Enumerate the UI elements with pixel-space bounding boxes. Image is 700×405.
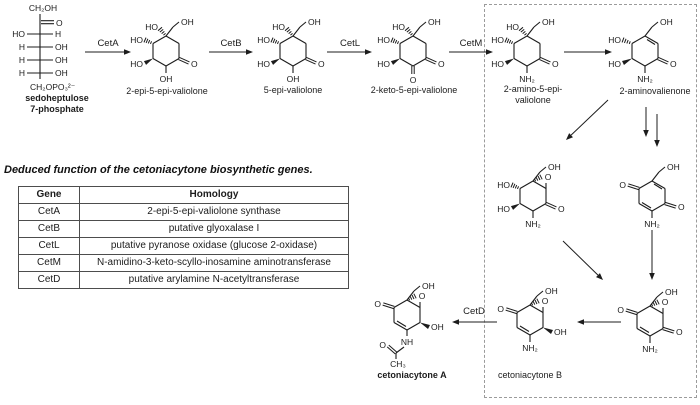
atom-label: O [497, 304, 504, 314]
atom-label: OH [548, 162, 561, 172]
enzyme-label-cetL: CetL [339, 38, 361, 49]
atom-label: HO [377, 35, 390, 45]
atom-label: NH [400, 337, 414, 347]
molecule-epoxy-amino-enedione [617, 287, 683, 354]
arrow-cetD [452, 319, 497, 325]
gene-function-table [18, 186, 349, 289]
molecule-2-epi-5-epi-valiolone [130, 17, 198, 84]
atom-label: NH₂ [519, 74, 535, 84]
atom-label: NH₂ [522, 343, 538, 353]
enzyme-label-cetA: CetA [97, 38, 119, 49]
atom-label: O [552, 59, 559, 69]
molecule-amino-hydroxymethyl-dienedione [619, 162, 685, 229]
arrow-m8-to-m9 [649, 230, 655, 280]
atom-label: HO [257, 59, 270, 69]
arrow-m6-to-m7 [566, 100, 608, 140]
arrow-cetA [85, 49, 131, 55]
atom-label: OH [554, 327, 567, 337]
arrow-cetL [327, 49, 372, 55]
compound-label-sedoheptulose-7-phosphate [25, 93, 89, 114]
atom-label: O [661, 297, 669, 307]
atom-label: CH₂OPO₃²⁻ [30, 82, 76, 92]
arrow-m6-to-m8-b [654, 114, 660, 147]
table-row [19, 204, 349, 221]
atom-label: O [544, 172, 552, 182]
enzyme-label-cetD: CetD [463, 306, 485, 317]
table-row [19, 272, 349, 289]
atom-label: HO [506, 22, 519, 32]
gene-cell: CetB [19, 221, 80, 238]
arrow-m9-to-m10 [577, 319, 621, 325]
atom-label: H [55, 29, 62, 39]
atom-label: O [558, 204, 565, 214]
atom-label: OH [667, 162, 680, 172]
compound-label-2-amino-5-epi-valiolone [504, 84, 563, 105]
molecule-2-aminovalienone [608, 17, 677, 84]
atom-label: HO [377, 59, 390, 69]
atom-label: O [670, 59, 677, 69]
atom-label: OH [665, 287, 678, 297]
atom-label: HO [497, 180, 510, 190]
atom-label: HO [145, 22, 158, 32]
atom-label: OH [286, 74, 300, 84]
column-header: Homology [80, 187, 349, 204]
atom-label: O [191, 59, 198, 69]
molecule-cetoniacytone-A [374, 281, 443, 369]
compound-label-2-aminovalienone: 2-aminovalienone [619, 86, 691, 96]
atom-label: HO [497, 204, 510, 214]
table-row [19, 255, 349, 272]
atom-label: HO [12, 29, 25, 39]
homology-cell: putative arylamine N-acetyltransferase [80, 272, 349, 289]
compound-label-5-epi-valiolone: 5-epi-valiolone [263, 85, 323, 95]
atom-label: H [18, 68, 25, 78]
atom-label: OH [660, 17, 673, 27]
homology-cell: putative pyranose oxidase (glucose 2-oxidase) [80, 238, 349, 255]
atom-label: O [619, 180, 626, 190]
atom-label: NH₂ [644, 219, 660, 229]
atom-label: O [418, 291, 426, 301]
atom-label: HO [392, 22, 405, 32]
homology-cell: putative glyoxalase I [80, 221, 349, 238]
atom-label: OH [428, 17, 441, 27]
arrow-m7-to-m9 [563, 241, 603, 280]
molecule-2-keto-5-epi-valiolone [377, 17, 445, 85]
atom-label: O [676, 327, 683, 337]
atom-label: OH [422, 281, 435, 291]
gene-cell: CetM [19, 255, 80, 272]
compound-label-2-epi-5-epi-valiolone: 2-epi-5-epi-valiolone [126, 86, 208, 96]
arrow-cetM [449, 49, 493, 55]
arrow-cetB [209, 49, 253, 55]
atom-label: O [379, 340, 386, 350]
atom-label: OH [542, 17, 555, 27]
atom-label: O [56, 18, 63, 28]
table-row [19, 221, 349, 238]
table-caption: Deduced function of the cetoniacytone biosynthetic genes. [4, 164, 313, 176]
compound-label-line: sedoheptulose [25, 93, 89, 103]
atom-label: OH [545, 286, 558, 296]
arrow-m5-to-m6 [564, 49, 612, 55]
atom-label: HO [130, 35, 143, 45]
atom-label: HO [257, 35, 270, 45]
atom-label: OH [55, 42, 68, 52]
atom-label: O [617, 305, 624, 315]
column-header: Gene [19, 187, 80, 204]
compound-label-cetoniacytone-A: cetoniacytone A [377, 370, 447, 380]
atom-label: O [678, 202, 685, 212]
homology-cell: N-amidino-3-keto-scyllo-inosamine aminotransferase [80, 255, 349, 272]
atom-label: O [409, 75, 417, 85]
molecule-sedoheptulose-7-phosphate [12, 3, 75, 92]
atom-label: H [18, 55, 25, 65]
gene-cell: CetD [19, 272, 80, 289]
compound-label-2-keto-5-epi-valiolone: 2-keto-5-epi-valiolone [370, 85, 458, 95]
atom-label: OH [308, 17, 321, 27]
molecule-2-amino-5-epi-valiolone [491, 17, 559, 84]
atom-label: O [374, 299, 381, 309]
atom-label: NH₂ [637, 74, 653, 84]
atom-label: HO [608, 35, 621, 45]
molecule-epoxy-amino-valiolone [497, 162, 565, 229]
atom-label: OH [55, 68, 68, 78]
atom-label: HO [130, 59, 143, 69]
atom-label: OH [181, 17, 194, 27]
atom-label: CH₂OH [28, 3, 58, 13]
compound-label-line: 2-amino-5-epi- [503, 84, 563, 94]
molecule-5-epi-valiolone [257, 17, 325, 84]
enzyme-label-cetB: CetB [220, 38, 242, 49]
enzyme-label-cetM: CetM [459, 38, 483, 49]
table-header-row [19, 187, 349, 204]
atom-label: H [18, 42, 25, 52]
molecule-cetoniacytone-B [497, 286, 566, 353]
gene-cell: CetA [19, 204, 80, 221]
atom-label: OH [159, 74, 173, 84]
atom-label: CH₃ [390, 359, 406, 369]
arrow-m6-to-m8-a [643, 107, 649, 137]
atom-label: OH [55, 55, 68, 65]
compound-label-cetoniacytone-B: cetoniacytone B [497, 370, 563, 380]
atom-label: NH₂ [642, 344, 658, 354]
atom-label: HO [491, 35, 504, 45]
atom-label: OH [431, 322, 444, 332]
atom-label: HO [272, 22, 285, 32]
table-row [19, 238, 349, 255]
atom-label: O [438, 59, 445, 69]
atom-label: O [318, 59, 325, 69]
atom-label: HO [491, 59, 504, 69]
atom-label: O [541, 296, 549, 306]
compound-label-line: 7-phosphate [30, 103, 84, 114]
compound-label-line: valiolone [515, 94, 551, 105]
gene-cell: CetL [19, 238, 80, 255]
atom-label: HO [608, 59, 621, 69]
homology-cell: 2-epi-5-epi-valiolone synthase [80, 204, 349, 221]
atom-label: NH₂ [525, 219, 541, 229]
